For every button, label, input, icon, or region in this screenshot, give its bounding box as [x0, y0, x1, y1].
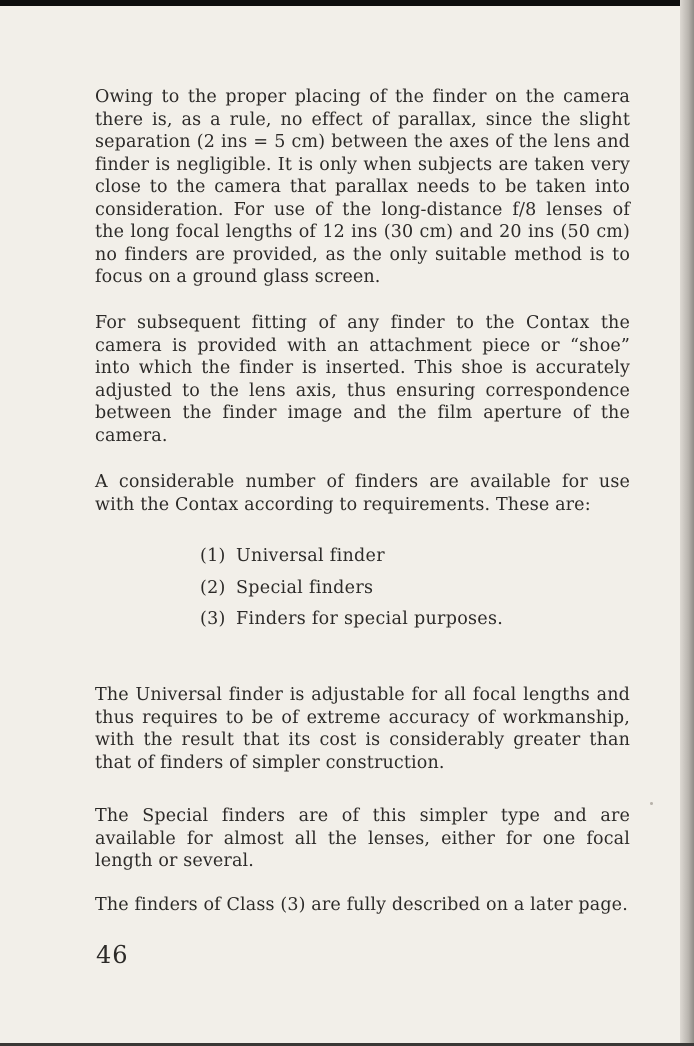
list-item-text: Universal finder	[236, 546, 385, 566]
list-item	[200, 573, 503, 605]
list-item-number: (1)	[200, 546, 226, 566]
list-item-number: (3)	[200, 609, 226, 629]
page-number: 46	[96, 941, 129, 969]
page-gutter-shadow	[680, 0, 694, 1046]
list-item-number: (2)	[200, 577, 226, 598]
paper-speck	[650, 802, 653, 805]
paragraph-universal-finder: The Universal finder is adjustable for all focal lengths and thus requires to be of extreme accuracy of workmanship, with the result that its cost is considerably greater than that of finders of simpler construction.	[95, 685, 630, 773]
list-item-text: Finders for special purposes.	[236, 609, 504, 629]
paragraph-finder-shoe: For subsequent fitting of any finder to the Contax the camera is provided with an attachment piece or “shoe” into which the finder is inserted. This shoe is accurately adjusted to the lens axis, thus ensuring correspondence between the finder image and the film aperture of the camera.	[95, 313, 630, 446]
list-item	[200, 541, 503, 573]
paragraph-special-finders: The Special finders are of this simpler type and are available for almost all the lenses, either for one focal length or several.	[95, 806, 630, 871]
paragraph-class-3-finders: The finders of Class (3) are fully described on a later page.	[95, 895, 628, 915]
paragraph-parallax: Owing to the proper placing of the finder on the camera there is, as a rule, no effect of parallax, since the slight separation (2 ins = 5 cm) between the axes of the lens and finder is negligible. It is only when subjects are taken very close to the camera that parallax needs to be taken into consideration. For use of the long-distance f/8 lenses of the long focal lengths of 12 ins (30 cm) and 20 ins (50 cm) no finders are provided, as the only suitable method is to focus on a ground glass screen.	[95, 87, 630, 287]
list-item	[200, 604, 503, 636]
paragraph-finders-available: A considerable number of finders are available for use with the Contax according to requirements. These are:	[95, 472, 630, 515]
list-item-text: Special finders	[236, 577, 374, 598]
finder-types-list	[200, 541, 503, 636]
